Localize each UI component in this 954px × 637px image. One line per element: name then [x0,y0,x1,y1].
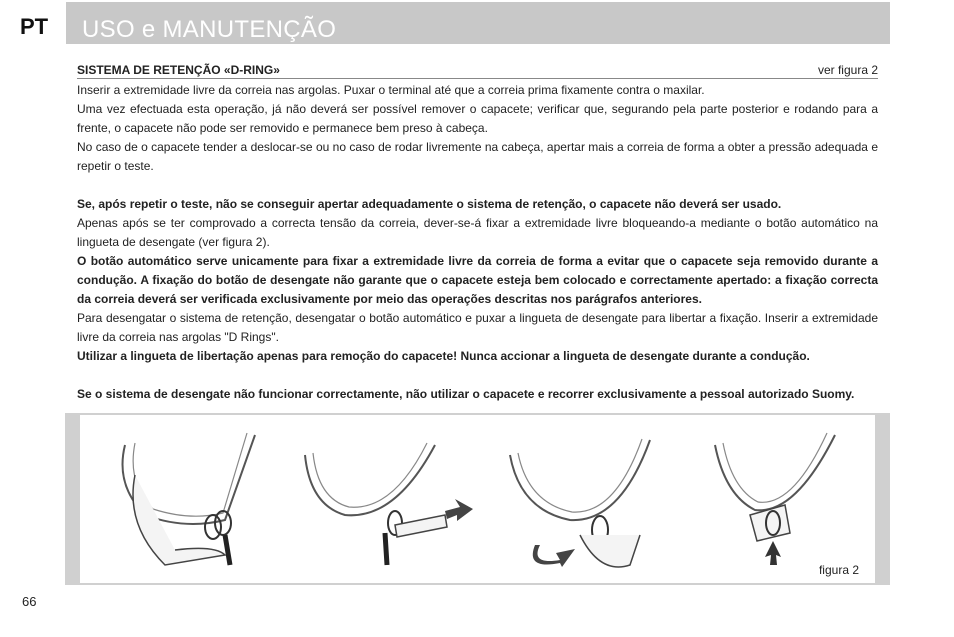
warning-paragraph: Utilizar a lingueta de libertação apenas para remoção do capacete! Nunca accionar a lingueta de desengate durante a condução. [77,349,810,363]
figure-caption: figura 2 [818,563,859,577]
paragraph: Para desengatar o sistema de retenção, desengatar o botão automático e puxar a lingueta de desengate para libertar a fixação. Inserir a extremidade livre da correia nas argolas "D Rings". [77,311,878,344]
main-content [77,62,878,404]
header-bar [66,2,890,44]
section-title: SISTEMA DE RETENÇÃO «D-RING» [77,63,280,77]
paragraph: Uma vez efectuada esta operação, já não deverá ser possível remover o capacete; verificar que, segurando pela parte posterior e rodando para a frente, o capacete não pode ser removido e permanece bem preso à cabeça. [77,102,878,135]
d-ring-strap-illustration-3 [490,415,685,583]
figure-frame [65,413,890,585]
figure-illustrations [80,415,875,583]
section-header [77,62,878,79]
warning-paragraph: O botão automático serve unicamente para fixar a extremidade livre da correia de forma a evitar que o capacete seja removido durante a condução. A fixação do botão de desengate não garante que o capacete esteja bem colocado e correctamente apertado: a fixação correcta da correia deverá ser verificada exclusivamente por meio das operações descritas nos parágrafos anteriores. [77,254,878,306]
spacer [77,176,878,195]
page-title: USO e MANUTENÇÃO [82,16,337,43]
d-ring-strap-illustration-1 [105,415,275,583]
warning-paragraph: Se o sistema de desengate não funcionar correctamente, não utilizar o capacete e recorrer exclusivamente a pessoal autorizado Suomy. [77,387,855,401]
paragraph: Apenas após se ter comprovado a correcta tensão da correia, dever-se-á fixar a extremidade livre bloqueando-a mediante o botão automático na lingueta de desengate (ver figura 2). [77,216,878,249]
figure-reference: ver figura 2 [817,63,878,77]
paragraph: No caso de o capacete tender a deslocar-se ou no caso de rodar livremente na cabeça, apertar mais a correia de forma a obter a pressão adequada e repetir o teste. [77,140,878,173]
paragraph: Inserir a extremidade livre da correia nas argolas. Puxar o terminal até que a correia prima fixamente contra o maxilar. [77,83,705,97]
d-ring-strap-illustration-2 [285,415,480,583]
language-code: PT [20,14,49,39]
spacer [77,366,878,385]
d-ring-strap-illustration-4 [695,415,865,583]
page-number: 66 [22,594,37,609]
warning-paragraph: Se, após repetir o teste, não se conseguir apertar adequadamente o sistema de retenção, o capacete não deverá ser usado. [77,197,782,211]
